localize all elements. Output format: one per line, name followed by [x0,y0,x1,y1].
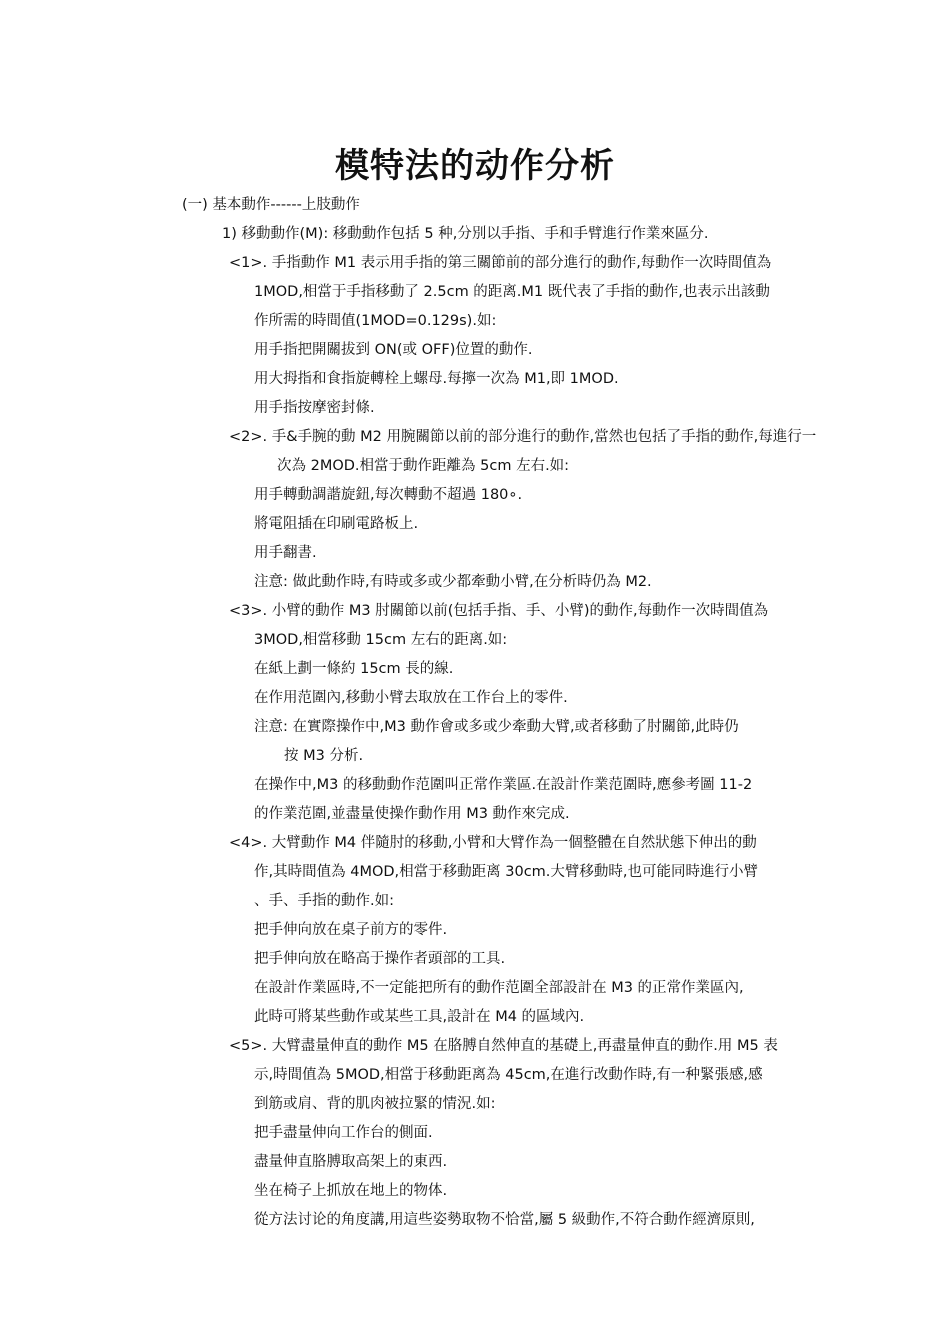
text-line: 作所需的時間值(1MOD=0.129s).如: [254,313,497,329]
example-line: 把手伸向放在桌子前方的零件. [254,922,448,938]
text-line: 1MOD,相當于手指移動了 2.5cm 的距离.M1 既代表了手指的動作,也表示出該動 [254,284,770,300]
text-line: 在操作中,M3 的移動動作范圍叫正常作業區.在設計作業范圍時,應參考圖 11-2 [254,777,753,793]
example-line: 用手指把開關拔到 ON(或 OFF)位置的動作. [254,342,533,358]
document-title: 模特法的动作分析 [335,146,615,186]
text-line: 示,時間值為 5MOD,相當于移動距离為 45cm,在進行改動作時,有一种緊張感,感 [254,1067,763,1083]
section-heading: (一) 基本動作------上肢動作 [182,197,360,213]
example-line: 在紙上劃一條約 15cm 長的線. [254,661,454,677]
text-line: 次為 2MOD.相當于動作距離為 5cm 左右.如: [277,458,570,474]
item-1-heading: <1>. 手指動作 M1 表示用手指的第三關節前的部分進行的動作,每動作一次時間值為 [229,255,772,271]
example-line: 用手指按摩密封條. [254,400,375,416]
example-line: 坐在椅子上抓放在地上的物体. [254,1183,448,1199]
text-line: 到筋或肩、背的肌肉被拉緊的情況.如: [254,1096,496,1112]
example-line: 把手盡量伸向工作台的側面. [254,1125,433,1141]
item-2-heading: <2>. 手&手腕的動 M2 用腕關節以前的部分進行的動作,當然也包括了手指的動作,每進行一 [229,429,817,445]
item-3-heading: <3>. 小臂的動作 M3 肘關節以前(包括手指、手、小臂)的動作,每動作一次時間值為 [229,603,769,619]
text-line: 3MOD,相當移動 15cm 左右的距离.如: [254,632,508,648]
example-line: 在作用范圍內,移動小臂去取放在工作台上的零件. [254,690,568,706]
example-line: 將電阻插在印刷電路板上. [254,516,419,532]
example-line: 盡量伸直胳膊取高架上的東西. [254,1154,448,1170]
note-line: 按 M3 分析. [284,748,364,764]
example-line: 用大拇指和食指旋轉栓上螺母.每擰一次為 M1,即 1MOD. [254,371,619,387]
note-line: 注意: 做此動作時,有時或多或少都牽動小臂,在分析時仍為 M2. [254,574,652,590]
text-line: 在設計作業區時,不一定能把所有的動作范圍全部設計在 M3 的正常作業區內, [254,980,744,996]
text-line: 此時可將某些動作或某些工具,設計在 M4 的區域內. [254,1009,585,1025]
item-5-heading: <5>. 大臂盡量伸直的動作 M5 在胳膊自然伸直的基礎上,再盡量伸直的動作.用 M5 表 [229,1038,778,1054]
example-line: 把手伸向放在略高于操作者頭部的工具. [254,951,506,967]
text-line: 的作業范圍,並盡量使操作動作用 M3 動作來完成. [254,806,570,822]
text-line: 作,其時間值為 4MOD,相當于移動距离 30cm.大臂移動時,也可能同時進行小臂 [254,864,759,880]
example-line: 用手轉動調諧旋鈕,每次轉動不超過 180∘. [254,487,523,503]
note-line: 注意: 在實際操作中,M3 動作會或多或少牽動大臂,或者移動了肘關節,此時仍 [254,719,739,735]
text-line: 、手、手指的動作.如: [254,893,394,909]
item-4-heading: <4>. 大臂動作 M4 伴隨肘的移動,小臂和大臂作為一個整體在自然狀態下伸出的動 [229,835,757,851]
text-line: 從方法讨论的角度講,用這些姿勢取物不恰當,屬 5 級動作,不符合動作經濟原則, [254,1212,755,1228]
subsection-heading: 1) 移動動作(M): 移動動作包括 5 种,分別以手指、手和手臂進行作業來區分. [222,226,709,242]
example-line: 用手翻書. [254,545,317,561]
